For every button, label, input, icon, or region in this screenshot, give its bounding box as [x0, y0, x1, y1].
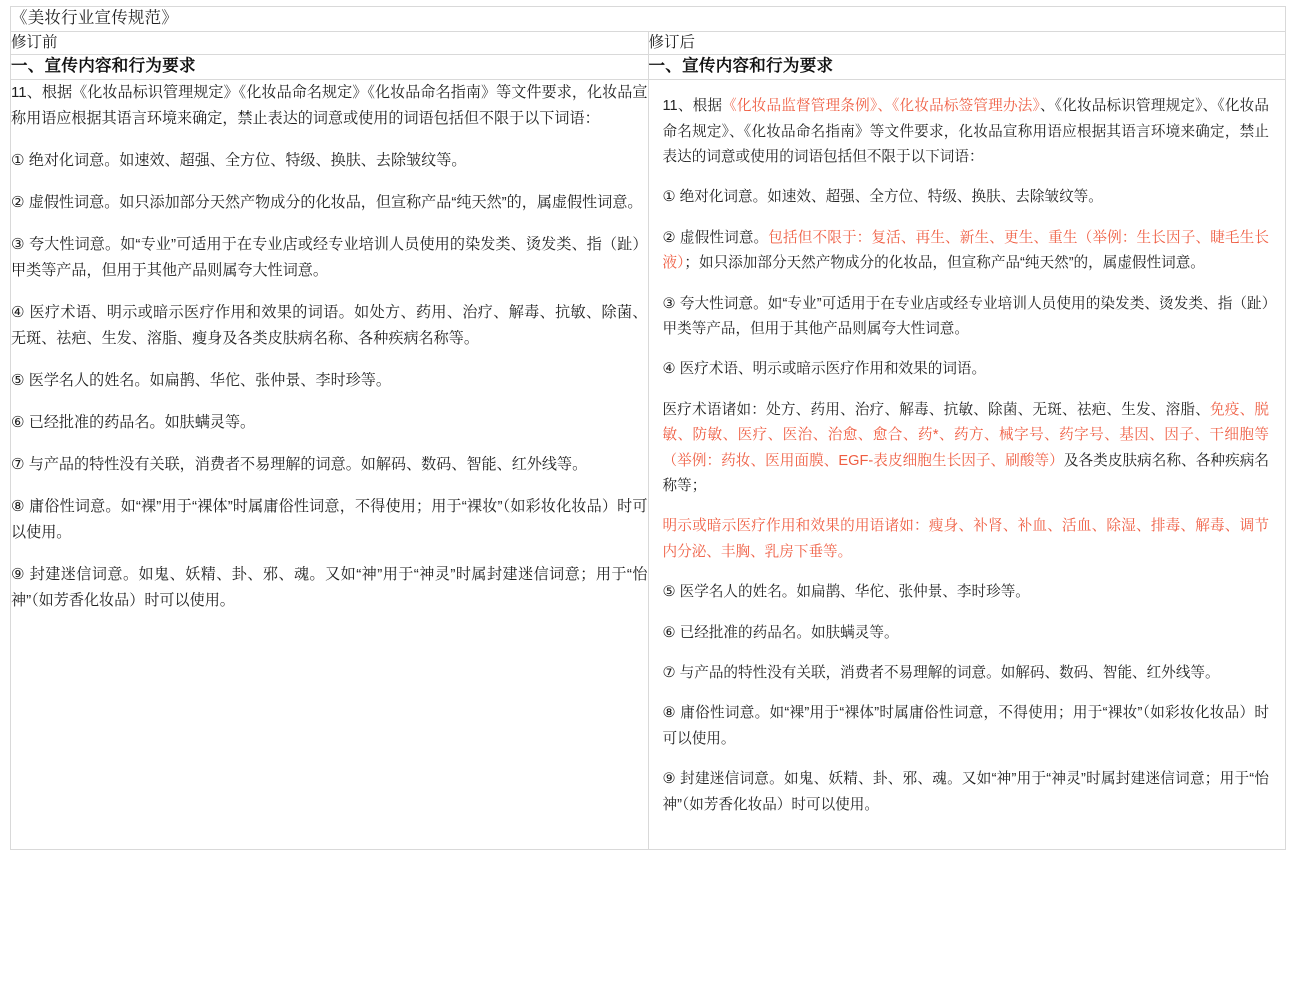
- table-row-body: [11, 80, 1286, 850]
- before-item-1: ① 绝对化词意。如速效、超强、全方位、特级、换肤、去除皱纹等。: [11, 152, 467, 170]
- after-item-4: ④ 医疗术语、明示或暗示医疗作用和效果的词语。: [662, 361, 987, 378]
- after-item-6: ⑥ 已经批准的药品名。如肤螨灵等。: [662, 624, 899, 641]
- table-row-section-heading: [11, 55, 1286, 80]
- before-item-5: ⑤ 医学名人的姓名。如扁鹊、华佗、张仲景、李时珍等。: [11, 371, 391, 389]
- column-header-after: 修订后: [648, 31, 1286, 54]
- after-medical-terms: [663, 398, 1270, 500]
- before-item-4: ④ 医疗术语、明示或暗示医疗作用和效果的词语。如处方、药用、治疗、解毒、抗敏、除菌、无斑、祛疤、生发、溶脂、瘦身及各类皮肤病名称、各种疾病名称等。: [11, 304, 648, 347]
- column-header-before: 修订前: [11, 31, 649, 54]
- after-item-8: ⑧ 庸俗性词意。如“裸”用于“裸体”时属庸俗性词意，不得使用；用于“裸妆”（如彩妆化妆品）时可以使用。: [662, 705, 1269, 747]
- before-item-9: ⑨ 封建迷信词意。如鬼、妖精、卦、邪、魂。又如“神”用于“神灵”时属封建迷信词意；用于“怡神”（如芳香化妆品）时可以使用。: [11, 565, 648, 609]
- before-item-3: ③ 夸大性词意。如“专业”可适用于在专业店或经专业培训人员使用的染发类、烫发类、指（趾）甲类等产品，但用于其他产品则属夸大性词意。: [11, 236, 648, 280]
- after-item-2-lead: ② 虚假性词意。: [662, 229, 769, 246]
- before-item-6: ⑥ 已经批准的药品名。如肤螨灵等。: [11, 413, 256, 431]
- after-item-3: ③ 夸大性词意。如“专业”可适用于在专业店或经专业培训人员使用的染发类、烫发类、指（趾）甲类等产品，但用于其他产品则属夸大性词意。: [662, 295, 1269, 338]
- before-item-2: ② 虚假性词意。如只添加部分天然产物成分的化妆品，但宣称产品“纯天然”的，属虚假性词意。: [11, 194, 643, 212]
- before-paragraph-11: 11、根据《化妆品标识管理规定》《化妆品命名规定》《化妆品命名指南》等文件要求，化妆品宣称用语应根据其语言环境来确定，禁止表达的词意或使用的词语包括但不限于以下词语：: [11, 84, 648, 128]
- after-item-7: ⑦ 与产品的特性没有关联，消费者不易理解的词意。如解码、数码、智能、红外线等。: [662, 664, 1220, 681]
- section-heading-after: 一、宣传内容和行为要求: [648, 55, 1286, 80]
- document-title: 《美妆行业宣传规范》: [11, 7, 1286, 32]
- body-column-after: [648, 80, 1286, 850]
- after-paragraph-11-revision: 《化妆品监督管理条例》、《化妆品标签管理办法》: [722, 98, 1040, 115]
- after-item-5: ⑤ 医学名人的姓名。如扁鹊、华佗、张仲景、李时珍等。: [662, 584, 1030, 601]
- after-medical-terms-lead: 医疗术语诸如：处方、药用、治疗、解毒、抗敏、除菌、无斑、祛疤、生发、溶脂、: [662, 401, 1210, 418]
- section-heading-before: 一、宣传内容和行为要求: [11, 55, 649, 80]
- after-paragraph-11-tail: 、《化妆品标识管理规定》、《化妆品命名规定》、《化妆品命名指南》等文件要求，化妆品宣称用语应根据其语言环境来确定，禁止表达的词意或使用的词语包括但不限于以下词语：: [662, 98, 1269, 166]
- after-item-9: ⑨ 封建迷信词意。如鬼、妖精、卦、邪、魂。又如“神”用于“神灵”时属封建迷信词意；用于“怡神”（如芳香化妆品）时可以使用。: [662, 771, 1269, 813]
- before-item-8: ⑧ 庸俗性词意。如“裸”用于“裸体”时属庸俗性词意，不得使用；用于“裸妆”（如彩妆化妆品）时可以使用。: [11, 497, 648, 541]
- table-row-title: [11, 7, 1286, 32]
- before-item-7: ⑦ 与产品的特性没有关联，消费者不易理解的词意。如解码、数码、智能、红外线等。: [11, 455, 588, 473]
- after-implied-medical-effects-revision: 明示或暗示医疗作用和效果的用语诸如：瘦身、补肾、补血、活血、除湿、排毒、解毒、调节内分泌、丰胸、乳房下垂等。: [662, 518, 1269, 560]
- table-row-column-headers: [11, 31, 1286, 54]
- revision-comparison-table: [10, 6, 1286, 850]
- after-item-1: ① 绝对化词意。如速效、超强、全方位、特级、换肤、去除皱纹等。: [662, 189, 1103, 206]
- after-item-2-tail: ；如只添加部分天然产物成分的化妆品，但宣称产品“纯天然”的，属虚假性词意。: [684, 255, 1205, 272]
- after-item-2-revision: 包括但不限于：复活、再生、新生、更生、重生（举例：生长因子、睫毛生长液）: [662, 229, 1269, 272]
- after-paragraph-11: [663, 94, 1270, 170]
- body-column-before: [11, 80, 649, 850]
- after-medical-terms-tail: 及各类皮肤病名称、各种疾病名称等；: [662, 452, 1269, 494]
- after-medical-terms-revision: 免疫、脱敏、防敏、医疗、医治、治愈、愈合、药*、药方、械字号、药字号、基因、因子、干细胞等（举例：药妆、医用面膜、EGF-表皮细胞生长因子、刷酸等）: [662, 401, 1269, 469]
- after-item-2: [663, 226, 1270, 277]
- after-paragraph-11-lead: 11、根据: [662, 98, 723, 115]
